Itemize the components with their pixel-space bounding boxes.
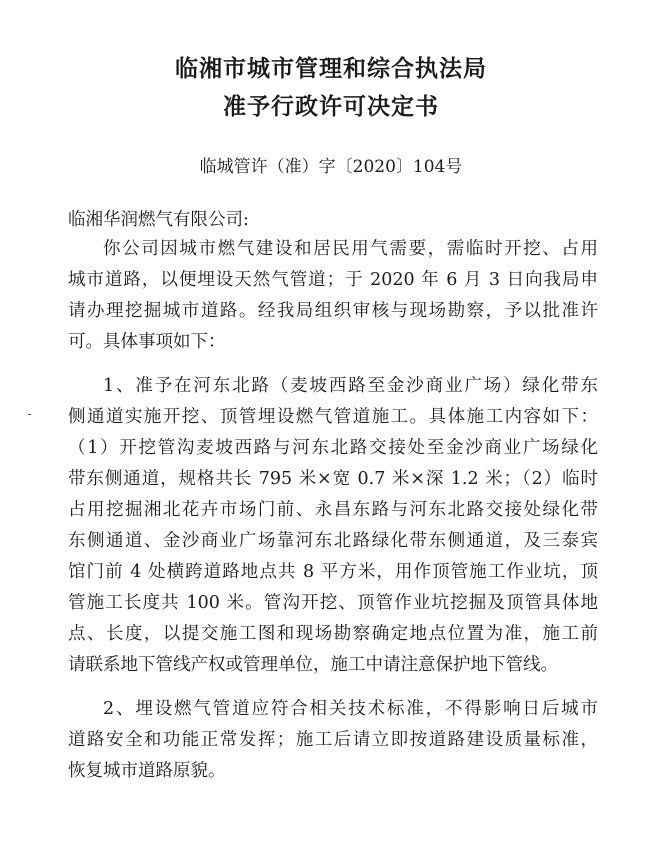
body-line: 占用挖掘湘北花卉市场门前、永昌东路与河东北路交接处绿化带 — [68, 500, 598, 520]
body-line: 1、准予在河东北路（麦坡西路至金沙商业广场）绿化带东 — [103, 376, 598, 396]
body-line: （1）开挖管沟麦坡西路与河东北路交接处至金沙商业广场绿化 — [68, 438, 598, 458]
body-line: 2、埋设燃气管道应符合相关技术标准，不得影响日后城市 — [103, 699, 598, 719]
body-line: 请办理挖掘城市道路。经我局组织审核与现场勘察，予以批准许 — [68, 301, 598, 321]
body-line: 点、长度，以提交施工图和现场勘察确定地点位置为准，施工前 — [68, 624, 598, 644]
body-line: 带东侧通道，规格共长 795 米×宽 0.7 米×深 1.2 米；（2）临时 — [68, 469, 598, 489]
body-line: 可。具体事项如下： — [68, 332, 226, 352]
addressee: 临湘华润燃气有限公司: — [68, 210, 249, 230]
document-number: 临城管许（准）字〔2020〕104号 — [199, 157, 463, 177]
body-line: 管施工长度共 100 米。管沟开挖、顶管作业坑挖掘及顶管具体地 — [68, 593, 598, 613]
body-line: 恢复城市道路原貌。 — [68, 761, 226, 781]
document-title-type: 准予行政许可决定书 — [223, 93, 439, 120]
body-line: 道路安全和功能正常发挥；施工后请立即按道路建设质量标准， — [68, 730, 598, 750]
body-line: 东侧通道、金沙商业广场靠河东北路绿化带东侧通道，及三泰宾 — [68, 531, 598, 551]
scan-speck — [28, 414, 31, 415]
body-line: 你公司因城市燃气建设和居民用气需要，需临时开挖、占用 — [103, 239, 598, 259]
body-line: 请联系地下管线产权或管理单位，施工中请注意保护地下管线。 — [68, 655, 558, 675]
body-line: 馆门前 4 处横跨道路地点共 8 平方米，用作顶管施工作业坑，顶 — [68, 562, 598, 582]
body-line: 侧通道实施开挖、顶管埋设燃气管道施工。具体施工内容如下： — [68, 407, 598, 427]
document-title-agency: 临湘市城市管理和综合执法局 — [175, 55, 487, 82]
body-line: 城市道路，以便埋设天然气管道；于 2020 年 6 月 3 日向我局申 — [68, 270, 598, 290]
